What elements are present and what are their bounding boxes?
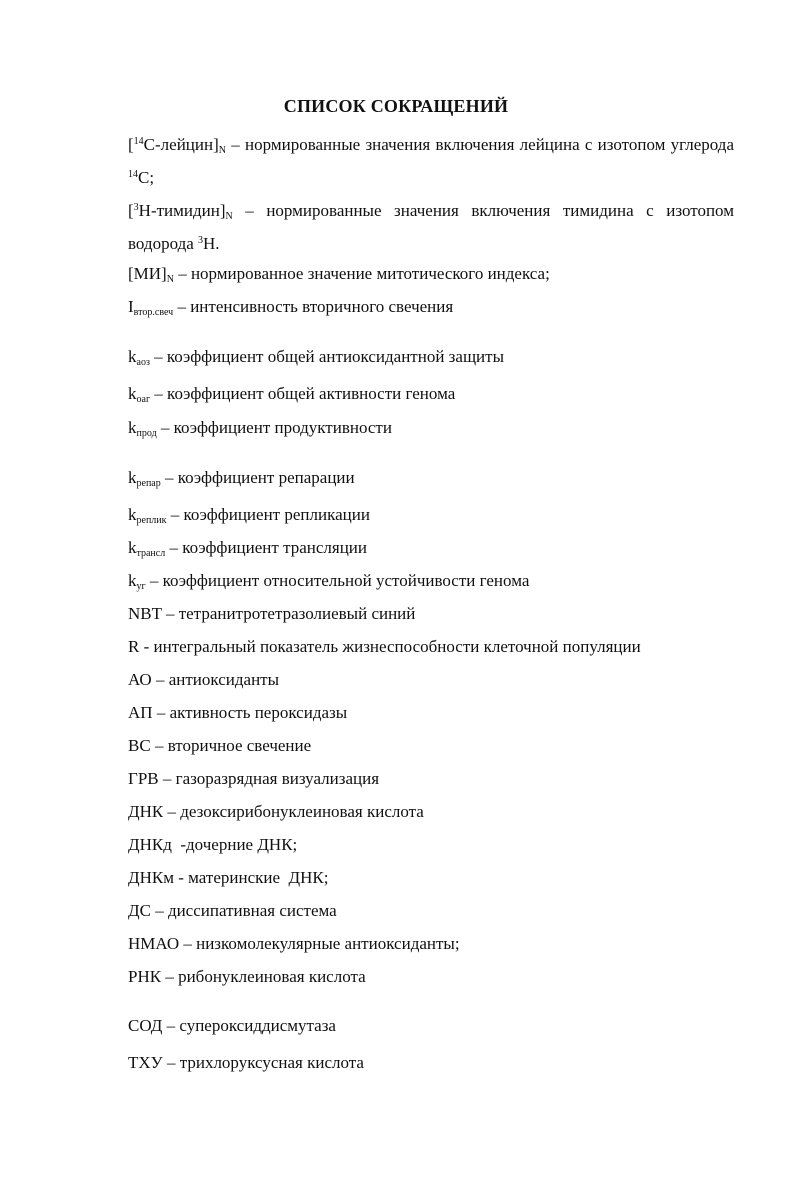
abbreviation-entry: NBT – тетранитротетразолиевый синий (128, 604, 416, 623)
abbreviation-entry: $k_{трансл}$ – коэффициент трансляции (128, 538, 367, 559)
abbreviation-entry: ВС – вторичное свечение (128, 736, 312, 755)
abbreviation-entry: СОД – супероксиддисмутаза (128, 1016, 336, 1035)
abbreviation-entry: ДНКд -дочерние ДНК; (128, 835, 298, 854)
abbreviation-entry: АО – антиоксиданты (128, 670, 280, 689)
abbreviation-entry: $[^{14}С-лейцин]_N$ – нормированные значения включения лейцина с изотопом углерода $^{14}$С; (128, 135, 734, 187)
abbreviation-entry: ДНК – дезоксирибонуклеиновая кислота (128, 802, 424, 821)
abbreviation-entry: $I_{втор.свеч}$ – интенсивность вторичного свечения (128, 297, 454, 318)
abbreviation-entry: ТХУ – трихлоруксусная кислота (128, 1053, 364, 1072)
page-title: СПИСОК СОКРАЩЕНИЙ (283, 96, 509, 116)
abbreviation-entry: $k_{прод}$ – коэффициент продуктивности (128, 418, 392, 439)
abbreviation-entry: ДС – диссипативная система (128, 901, 337, 920)
abbreviation-entry: АП – активность пероксидазы (128, 703, 348, 722)
abbreviation-entry: $k_{уг}$ – коэффициент относительной устойчивости генома (128, 571, 530, 592)
abbreviation-entry: НМАО – низкомолекулярные антиоксиданты; (128, 934, 460, 953)
abbreviation-entry: РНК – рибонуклеиновая кислота (128, 967, 366, 986)
abbreviation-entry: R - интегральный показатель жизнеспособности клеточной популяции (128, 637, 641, 656)
abbreviation-entry: $k_{реплик}$ – коэффициент репликации (128, 505, 370, 526)
abbreviation-entry: $[МИ]_N$ – нормированное значение митотического индекса; (128, 264, 550, 285)
abbreviation-entry: ГРВ – газоразрядная визуализация (128, 769, 380, 788)
abbreviation-entry: $k_{репар}$ – коэффициент репарации (128, 468, 355, 489)
abbreviation-entry: $k_{оаг}$ – коэффициент общей активности генома (128, 384, 456, 405)
abbreviation-entry: $[^3Н-тимидин]_N$ – нормированные значения включения тимидина с изотопом водорода $^3$Н. (128, 201, 734, 253)
abbreviation-entry: $k_{аоз}$ – коэффициент общей антиоксидантной защиты (128, 347, 504, 368)
abbreviation-entry: ДНКм - материнские ДНК; (128, 868, 329, 887)
